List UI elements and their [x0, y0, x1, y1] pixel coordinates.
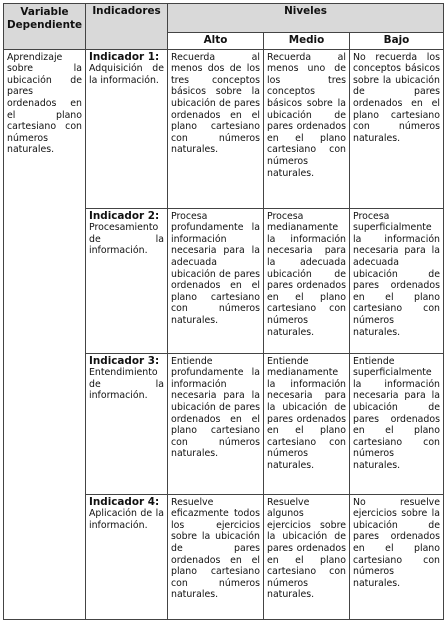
- header-alto: Alto: [168, 33, 264, 50]
- indicator-cell: [86, 494, 168, 619]
- variable-cell: Aprendizaje sobre la ubicación de pares ordenados en el plano cartesiano con números naturales.: [4, 49, 86, 619]
- level-medio-cell: Resuelve algunos ejercicios sobre la ubicación de pares ordenados en el plano cartesiano con números naturales.: [264, 494, 350, 619]
- indicator-title: Indicador 3:: [89, 354, 160, 367]
- level-medio-cell: Recuerda al menos uno de los tres conceptos básicos sobre la ubicación de pares ordenados en el plano cartesiano con números naturales.: [264, 49, 350, 208]
- header-medio: Medio: [264, 33, 350, 50]
- header-niveles: Niveles: [168, 4, 444, 33]
- header-row: [4, 4, 444, 33]
- level-medio-cell: Entiende medianamente la información necesaria para la ubicación de pares ordenados en el plano cartesiano con números naturales.: [264, 353, 350, 494]
- indicator-description: Procesamiento de la información.: [89, 222, 164, 257]
- header-indicadores: Indicadores: [86, 4, 168, 50]
- level-alto-cell: Resuelve eficazmente todos los ejercicios sobre la ubicación de pares ordenados en el plano cartesiano con números naturales.: [168, 494, 264, 619]
- level-medio-cell: Procesa medianamente la información necesaria para la adecuada ubicación de pares ordenados en el plano cartesiano con números naturales.: [264, 208, 350, 353]
- indicator-description: Entendimiento de la información.: [89, 367, 164, 402]
- indicator-cell: [86, 49, 168, 208]
- header-variable-dependiente: Variable Dependiente: [4, 4, 86, 50]
- rubric-table: [3, 3, 444, 620]
- level-alto-cell: Entiende profundamente la información necesaria para la ubicación de pares ordenados en el plano cartesiano con números naturales.: [168, 353, 264, 494]
- level-alto-cell: Procesa profundamente la información necesaria para la adecuada ubicación de pares ordenados en el plano cartesiano con números naturales.: [168, 208, 264, 353]
- indicator-cell: [86, 353, 168, 494]
- level-bajo-cell: Entiende superficialmente la información necesaria para la ubicación de pares ordenados en el plano cartesiano con números naturales.: [350, 353, 444, 494]
- header-bajo: Bajo: [350, 33, 444, 50]
- indicator-title: Indicador 4:: [89, 495, 160, 508]
- indicator-description: Aplicación de la información.: [89, 508, 164, 531]
- level-bajo-cell: Procesa superficialmente la información necesaria para la adecuada ubicación de pares ordenados en el plano cartesiano con números naturales.: [350, 208, 444, 353]
- level-alto-cell: Recuerda al menos dos de los tres conceptos básicos sobre la ubicación de pares ordenados en el plano cartesiano con números naturales.: [168, 49, 264, 208]
- level-bajo-cell: No resuelve ejercicios sobre la ubicación de pares ordenados en el plano cartesiano con números naturales.: [350, 494, 444, 619]
- indicator-description: Adquisición de la información.: [89, 63, 164, 86]
- indicator-title: Indicador 1:: [89, 50, 160, 63]
- indicator-cell: [86, 208, 168, 353]
- level-bajo-cell: No recuerda los conceptos básicos sobre la ubicación de pares ordenados en el plano cartesiano con números naturales.: [350, 49, 444, 208]
- indicator-title: Indicador 2:: [89, 209, 160, 222]
- table-row: [4, 49, 444, 208]
